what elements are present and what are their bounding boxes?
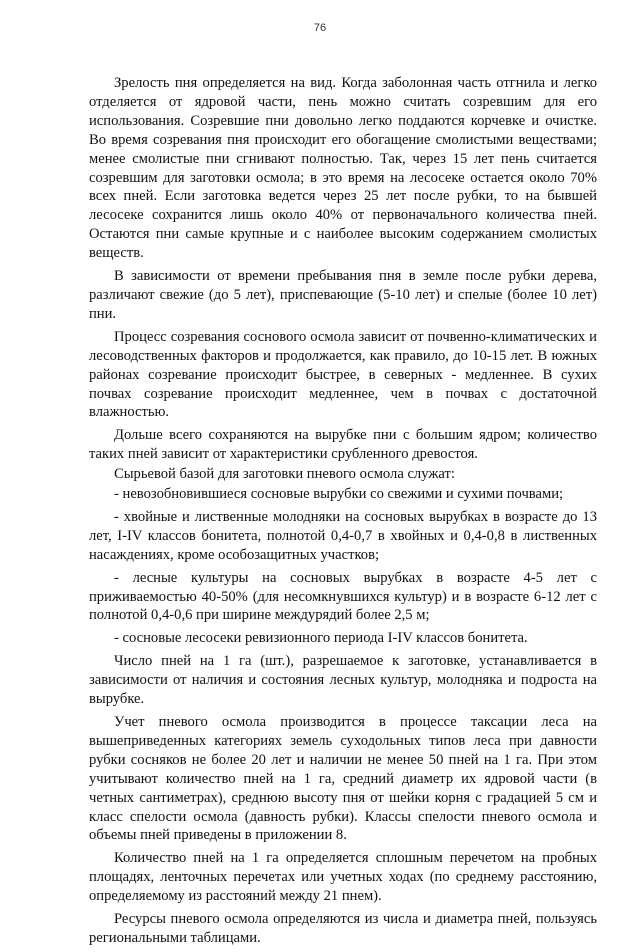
list-item: - сосновые лесосеки ревизионного периода I-IV классов бонитета.	[114, 630, 528, 647]
paragraph-raw-material-base: Сырьевой базой для заготовки пневого осмола служат:	[114, 466, 455, 483]
page-number: 76	[313, 22, 327, 34]
paragraph-large-core-stumps: Дольше всего сохраняются на вырубке пни с большим ядром; количество таких пней зависит от характеристики срубленного древостоя.	[89, 427, 597, 463]
paragraph-stump-maturity: Зрелость пня определяется на вид. Когда заболонная часть отгнила и легко отделяется от ядровой части, пень можно считать созревшим для его использования. Созревшие пни довольно легко поддаются корчевке и очистке. Во время созревания пня происходит его обогащение смолистыми веществами; менее смолистые пни сгнивают полностью. Так, через 15 лет пень считается созревшим для заготовки осмола; в это время на лесосеке остается около 70% всех пней. Если заготовка ведется через 25 лет после рубки, то на бывшей лесосеке сохранится лишь около 40% от первоначального количества пней. Остаются пни самые крупные и с наиболее высоким содержанием смолистых веществ.	[89, 75, 597, 262]
list-item: - невозобновившиеся сосновые вырубки со свежими и сухими почвами;	[114, 486, 564, 503]
paragraph-resources: Ресурсы пневого осмола определяются из числа и диаметра пней, пользуясь региональными таблицами.	[89, 911, 597, 946]
paragraph-stump-count: Число пней на 1 га (шт.), разрешаемое к заготовке, устанавливается в зависимости от наличия и состояния лесных культур, молодняка и подроста на вырубке.	[89, 653, 597, 708]
paragraph-maturation-process: Процесс созревания соснового осмола зависит от почвенно-климатических и лесоводственных факторов и продолжается, как правило, до 10-15 лет. В южных районах созревание происходит быстрее, в северных - медленнее. В сухих почвах созревание происходит медленнее, чем в почвах с достаточной влажностью.	[89, 328, 597, 421]
list-item: - лесные культуры на сосновых вырубках в возрасте 4-5 лет с приживаемостью 40-50% (для несомкнувшихся культур) и в возрасте 6-12 лет с полнотой 0,4-0,6 при ширине междурядий более 2,5 м;	[89, 569, 597, 624]
list-item: - хвойные и лиственные молодняки на сосновых вырубках в возрасте до 13 лет, I-IV классов бонитета, полнотой 0,4-0,7 в хвойных и 0,4-0,8 в лиственных насаждениях, кроме особозащитных участков;	[89, 508, 597, 563]
paragraph-stump-age-classes: В зависимости от времени пребывания пня в земле после рубки дерева, различают свежие (до 5 лет), приспевающие (5-10 лет) и спелые (более 10 лет) пни.	[89, 268, 597, 322]
document-body	[89, 74, 597, 952]
paragraph-accounting: Учет пневого осмола производится в процессе таксации леса на вышеприведенных категориях земель суходольных типов леса при давности рубки сосняков не более 20 лет и наличии не менее 50 пней на 1 га. При этом учитывают количество пней на 1 га, средний диаметр их ядровой части (в четных сантиметрах), среднюю высоту пня от шейки корня с градацией 5 см и класс спелости осмола (давность рубки). Классы спелости пневого осмола и объемы пней приведены в приложении 8.	[89, 714, 597, 844]
paragraph-count-method: Количество пней на 1 га определяется сплошным перечетом на пробных площадях, ленточных перечетах или учетных ходах (по среднему расстоянию, определяемому из расстояний между 21 пнем).	[89, 850, 597, 905]
